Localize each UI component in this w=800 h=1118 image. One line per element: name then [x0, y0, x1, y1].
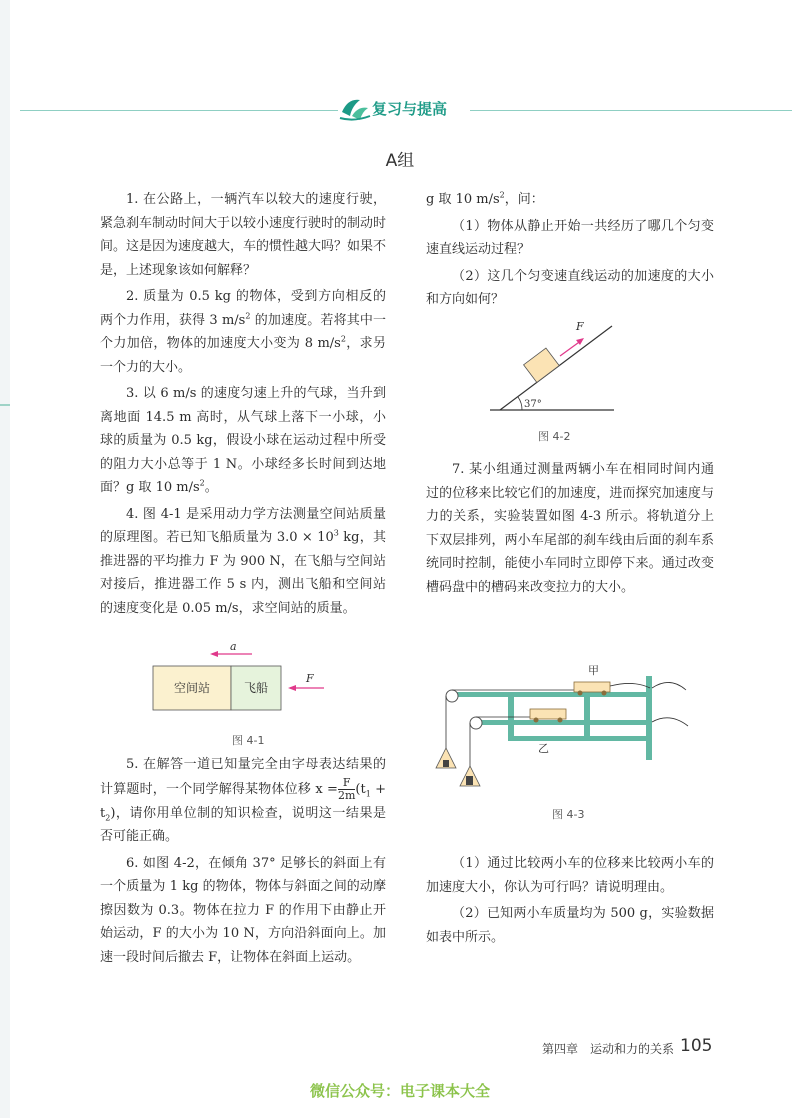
page-number: 105 [680, 1036, 713, 1056]
problem-5: 5. 在解答一道已知量完全由字母表达结果的计算题时，一个同学解得某物体位移 x = $\frac{F}{2m}$ $(t_1 + t_2)$，请你用单位制的知识检查，说明这一结果是否可能正确。 [100, 757, 386, 844]
lower-pulley [470, 717, 482, 729]
lower-track [474, 720, 652, 725]
figure-4-2-caption: 图 4-2 [538, 430, 571, 443]
problem-7-q1: （1）通过比较两小车的位移来比较两小车的加速度大小，你认为可行吗？请说明理由。 [426, 856, 714, 895]
problem-7: 7. 某小组通过测量两辆小车在相同时间内通过的位移来比较它们的加速度，进而探究加速度与力的关系，实验装置如图 4-3 所示。将轨道分上下双层排列，两小车尾部的刹车线由后面的刹车系统同时控制，能使小车同时立即停下来。通过改变槽码盘中的槽码来改变拉力的大小。 [426, 462, 714, 595]
problem-1: 1. 在公路上，一辆汽车以较大的速度行驶，紧急刹车制动时间大于以较小速度行驶时的制动时间。这是因为速度越大，车的惯性越大吗？如果不是，上述现象该如何解释？ [100, 192, 387, 278]
label-jia: 甲 [588, 664, 599, 677]
problem-4: 4. 图 4-1 是采用动力学方法测量空间站质量的原理图。若已知飞船质量为 $3.0 \times 10^3$ kg，其推进器的平均推力 F 为 900 N，在飞船与空间站对接后，推进器工作 5 s 内，测出飞船和空间站的速度变化是 0.05 m/s，求空间站的质量。 [100, 506, 386, 616]
right-column-bottom [426, 852, 714, 952]
label-angle: 37° [524, 399, 542, 410]
right-column-top [426, 188, 714, 315]
block [524, 348, 560, 382]
watermark-text: 微信公众号：电子课本大全 [309, 1082, 490, 1100]
cart-jia [574, 682, 610, 692]
header-rule-left [20, 110, 338, 111]
label-F2: F [576, 320, 584, 333]
upper-pulley [446, 690, 458, 702]
problem-6-q2: （2）这几个匀变速直线运动的加速度的大小和方向如何？ [426, 268, 714, 307]
figure-4-1-caption: 图 4-1 [232, 734, 265, 747]
problem-6-q1: （1）物体从静止开始一共经历了哪几个匀变速直线运动过程？ [426, 218, 714, 257]
angle-arc [518, 397, 522, 410]
leaf-logo-icon [340, 100, 370, 120]
problem-6-cont: g 取 10 $m/s^2$，问： [426, 190, 544, 207]
label-a: a [230, 640, 237, 653]
problem-7-q2: （2）已知两小车质量均为 500 g，实验数据如表中所示。 [426, 906, 714, 945]
cart-yi [530, 709, 566, 719]
acceleration-arrow-icon [210, 651, 218, 657]
problem-2: 2. 质量为 0.5 kg 的物体，受到方向相反的两个力作用，获得 3 $m/s^2$ 的加速度。若将其中一个力加倍，物体的加速度大小变为 8 $m/s^2$，求另一个力的大小。 [100, 289, 386, 375]
problem-6: 6. 如图 4-2，在倾角 37° 足够长的斜面上有一个质量为 1 kg 的物体，物体与斜面之间的动摩擦因数为 0.3。物体在拉力 F 的作用下由静止开始运动，F 的大小为 10 N，方向沿斜面向上。加速一段时间后撤去 F，让物体在斜面上运动。 [100, 855, 386, 965]
group-title: A组 [385, 151, 415, 171]
upper-track [448, 692, 652, 697]
footer-chapter: 第四章 运动和力的关系 [542, 1042, 675, 1056]
figure-4-3 [434, 656, 694, 796]
rear-post [646, 676, 652, 760]
figure-4-3-caption: 图 4-3 [552, 808, 585, 821]
label-ship: 飞船 [243, 681, 269, 695]
force-arrow-icon [288, 685, 296, 691]
page-edge-tick [0, 404, 10, 406]
problem-3: 3. 以 6 m/s 的速度匀速上升的气球，当升到离地面 14.5 m 高时，从气球上落下一小球，小球的质量为 0.5 kg，假设小球在运动过程中所受的阻力大小总等于 1 N。小球经多长时间到达地面？g 取 10 $m/s^2$。 [100, 386, 386, 495]
figure-4-1 [150, 640, 350, 712]
right-column-middle [426, 458, 714, 602]
left-column [100, 188, 386, 972]
figure-4-2 [486, 314, 616, 414]
formula-fraction: $\frac{F}{2m}$ [337, 775, 356, 802]
label-yi: 乙 [538, 742, 549, 755]
label-F: F [306, 672, 314, 685]
label-station: 空间站 [173, 681, 211, 695]
section-title: 复习与提高 [372, 100, 448, 118]
header-rule-right [470, 110, 792, 111]
